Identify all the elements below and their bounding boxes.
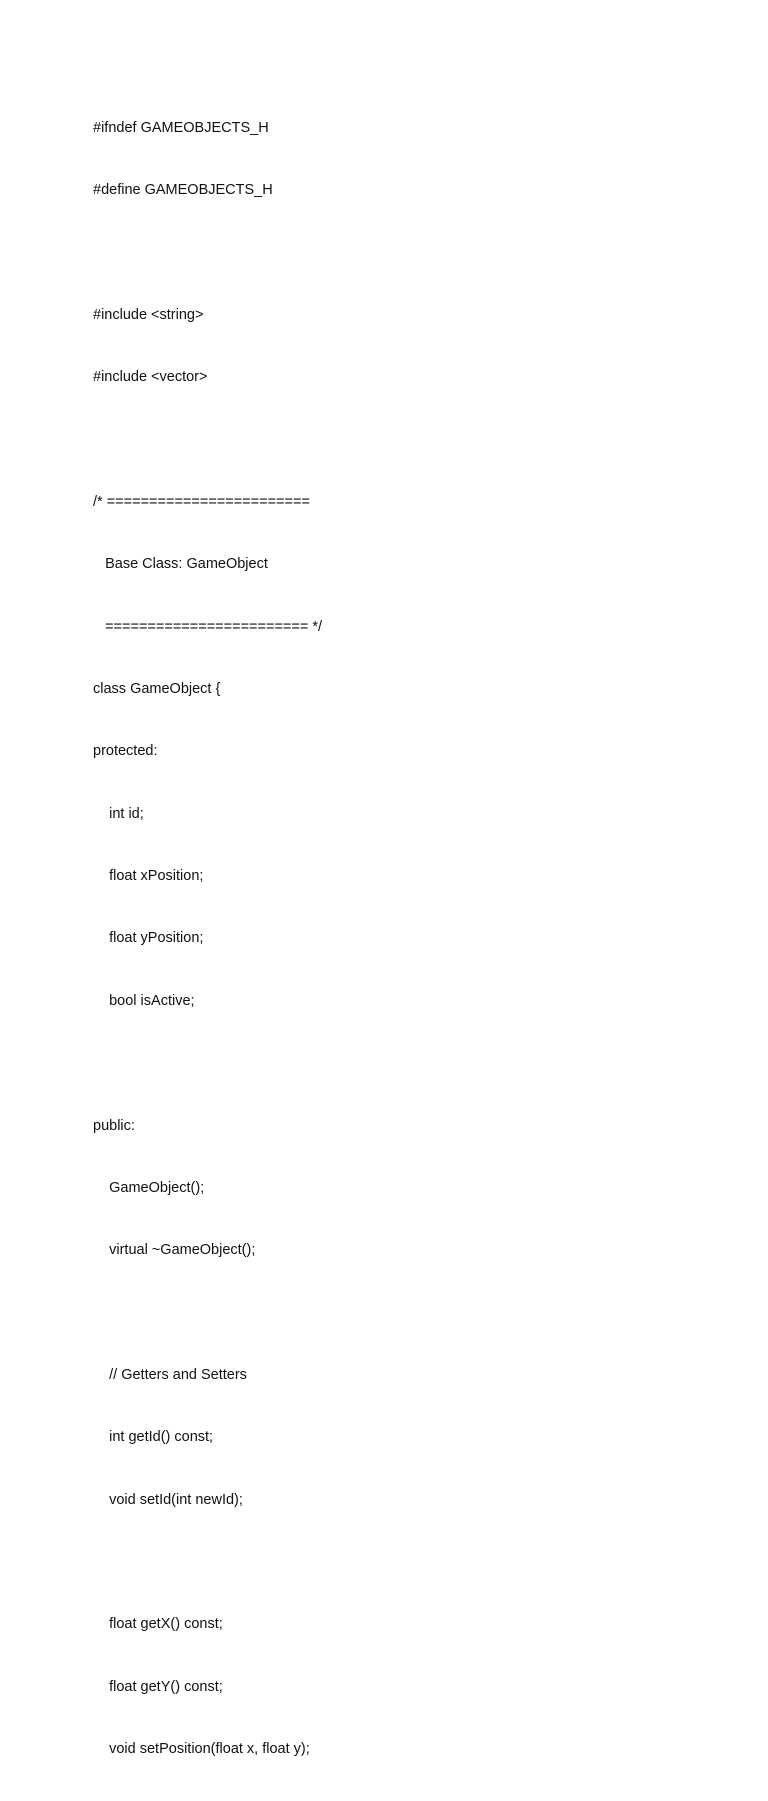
code-line: /* ======================== — [93, 494, 310, 511]
code-line: int getId() const; — [93, 1429, 214, 1446]
code-line: GameObject(); — [93, 1179, 205, 1196]
code-line: bool isActive; — [93, 992, 195, 1009]
code-line: float xPosition; — [93, 868, 204, 885]
code-line: void setId(int newId); — [93, 1491, 243, 1508]
code-line: float yPosition; — [93, 930, 204, 947]
code-line: #define GAMEOBJECTS_H — [93, 182, 273, 199]
code-line: // Getters and Setters — [93, 1366, 247, 1383]
code-line: float getY() const; — [93, 1678, 223, 1695]
code-line: #include <vector> — [93, 369, 208, 386]
blank-line — [93, 1552, 713, 1582]
code-line: #include <string> — [93, 307, 204, 324]
code-line: float getX() const; — [93, 1616, 223, 1633]
blank-line — [93, 430, 713, 460]
blank-line — [93, 243, 713, 273]
code-line: virtual ~GameObject(); — [93, 1242, 256, 1259]
blank-line — [93, 1303, 713, 1333]
code-block — [93, 86, 713, 1801]
code-line: ======================== */ — [93, 618, 323, 635]
code-line: void setPosition(float x, float y); — [93, 1740, 310, 1757]
blank-line — [93, 1053, 713, 1083]
code-line: #ifndef GAMEOBJECTS_H — [93, 120, 269, 136]
code-line: public: — [93, 1117, 135, 1134]
code-line: Base Class: GameObject — [93, 556, 268, 573]
code-line: int id; — [93, 805, 144, 822]
code-line: protected: — [93, 743, 158, 760]
code-line: class GameObject { — [93, 681, 221, 698]
